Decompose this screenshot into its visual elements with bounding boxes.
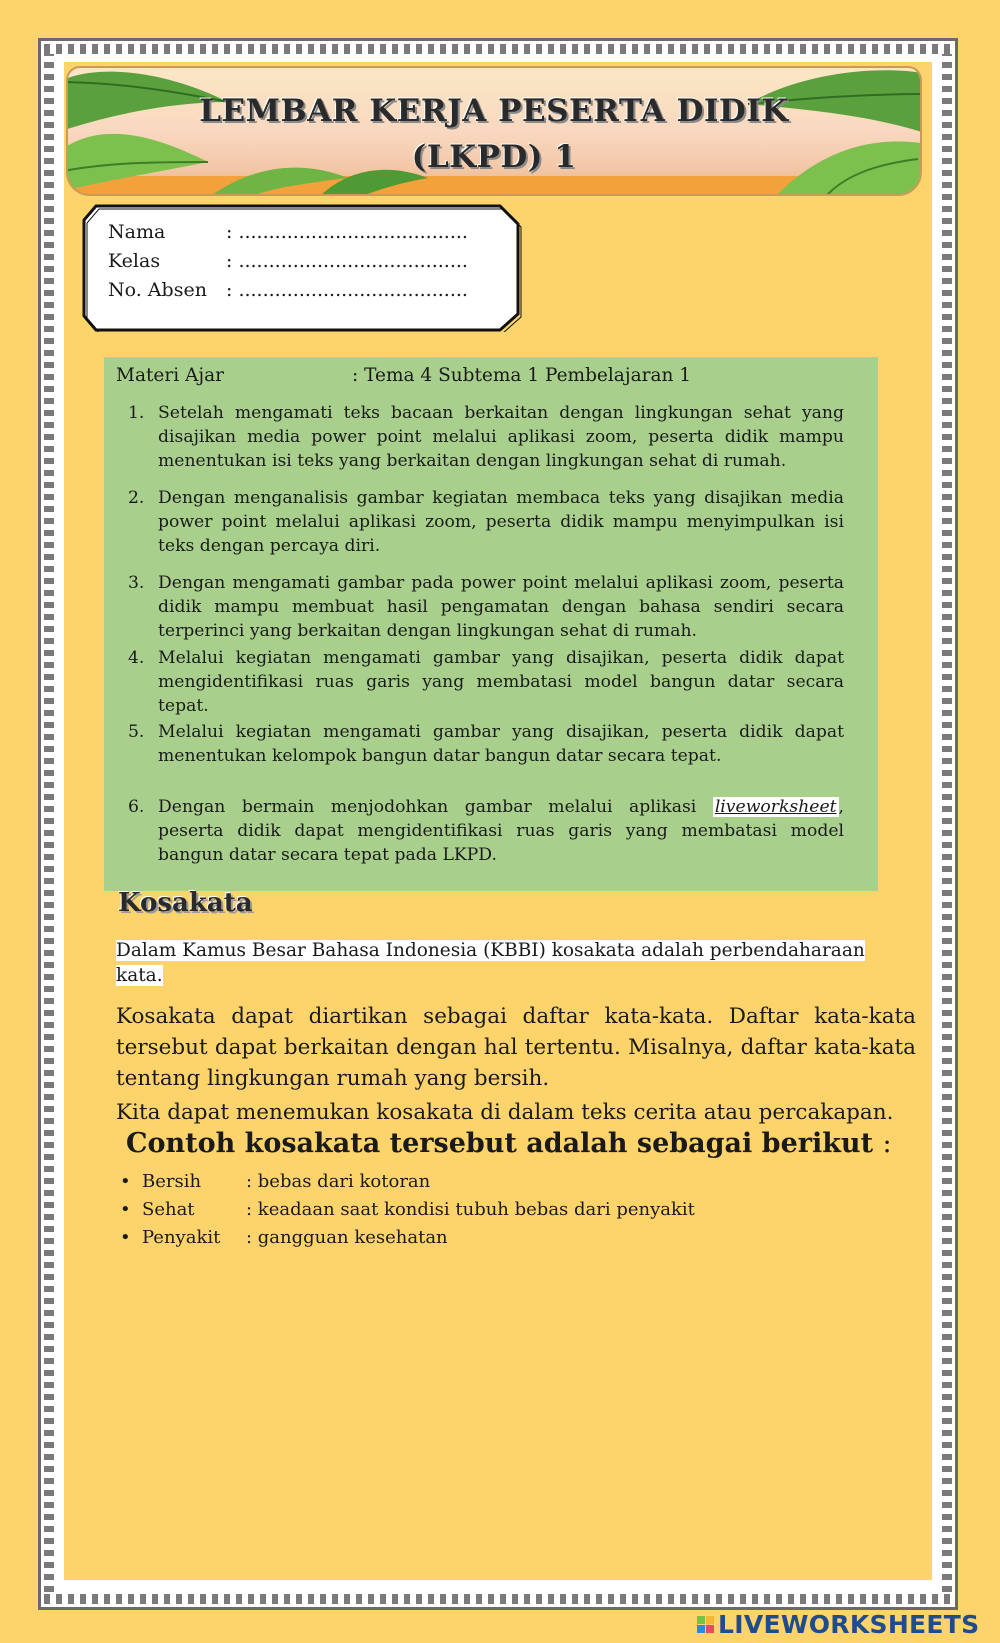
- header-banner: [66, 66, 922, 196]
- list-item: [118, 1196, 695, 1224]
- kbbi-text: Dalam Kamus Besar Bahasa Indonesia (KBBI) kosakata adalah perbendaharaan kata.: [116, 940, 865, 986]
- objective-item: [128, 720, 844, 768]
- objective-item: [128, 795, 844, 867]
- objective-number: 5.: [128, 722, 145, 742]
- vocab-term: Bersih: [142, 1171, 202, 1192]
- objective-text: Melalui kegiatan mengamati gambar yang disajikan, peserta didik dapat mengidentifikasi ruas garis yang membatasi model bangun datar secara tepat.: [158, 648, 844, 716]
- objective-text: Melalui kegiatan mengamati gambar yang disajikan, peserta didik dapat menentukan kelompok bangun datar bangun datar secara tepat.: [158, 722, 844, 766]
- learning-objectives-box: [104, 357, 878, 891]
- objective-text: Dengan mengamati gambar pada power point melalui aplikasi zoom, peserta didik mampu membuat hasil pengamatan dengan bahasa sendiri secara terperinci yang berkaitan dengan lingkungan sehat di rumah.: [158, 573, 844, 641]
- nama-label: Nama: [108, 221, 166, 243]
- contoh-heading: [126, 1128, 892, 1159]
- objective-number: 3.: [128, 573, 145, 593]
- objective-text-after: , peserta didik dapat mengidentifikasi ruas garis yang membatasi model bangun datar secara tepat pada LKPD.: [158, 797, 844, 865]
- absen-label: No. Absen: [108, 279, 207, 301]
- materi-ajar-row: [116, 365, 692, 386]
- objective-number: 1.: [128, 403, 145, 423]
- student-identity-box: [82, 204, 538, 332]
- liveworksheets-logo[interactable]: [697, 1610, 979, 1638]
- contoh-heading-text: Contoh kosakata tersebut adalah sebagai berikut: [126, 1128, 874, 1159]
- kelas-label: Kelas: [108, 250, 161, 272]
- vocab-definition: : bebas dari kotoran: [246, 1171, 431, 1192]
- materi-label: Materi Ajar: [116, 365, 224, 386]
- vocab-definition: : keadaan saat kondisi tubuh bebas dari penyakit: [246, 1199, 695, 1220]
- vocab-term: Sehat: [142, 1199, 195, 1220]
- vocab-term: Penyakit: [142, 1227, 221, 1248]
- kosakata-paragraph: Kosakata dapat diartikan sebagai daftar kata-kata. Daftar kata-kata tersebut dapat berkaitan dengan hal tertentu. Misalnya, daftar kata-kata tentang lingkungan rumah yang bersih.: [116, 1004, 916, 1091]
- identity-row-nama[interactable]: [108, 218, 468, 246]
- title-line-2: (LKPD) 1: [411, 139, 577, 175]
- kbbi-definition: [116, 938, 892, 988]
- objective-number: 2.: [128, 488, 145, 508]
- materi-value: : Tema 4 Subtema 1 Pembelajaran 1: [352, 365, 692, 386]
- title-line-1: LEMBAR KERJA PESERTA DIDIK: [199, 93, 789, 129]
- list-item: [118, 1168, 695, 1196]
- logo-text: LIVEWORKSHEETS: [718, 1609, 980, 1639]
- liveworksheet-link[interactable]: liveworksheet: [714, 797, 837, 817]
- identity-row-kelas[interactable]: [108, 247, 468, 275]
- objective-item: [128, 646, 844, 718]
- absen-field[interactable]: : ......................................: [226, 279, 468, 301]
- objective-number: 6.: [128, 797, 145, 817]
- objective-item: [128, 486, 844, 558]
- list-item: [118, 1224, 695, 1252]
- nama-field[interactable]: : ......................................: [226, 221, 468, 243]
- vocab-definition: : gangguan kesehatan: [246, 1227, 448, 1248]
- kosakata-paragraph-2: Kita dapat menemukan kosakata di dalam teks cerita atau percakapan.: [116, 1100, 894, 1125]
- kelas-field[interactable]: : ......................................: [226, 250, 468, 272]
- vocabulary-list: [118, 1168, 695, 1252]
- objective-text-before: Dengan bermain menjodohkan gambar melalui aplikasi: [158, 797, 697, 817]
- objective-text: Dengan menganalisis gambar kegiatan membaca teks yang disajikan media power point melalui aplikasi zoom, peserta didik mampu menyimpulkan isi teks dengan percaya diri.: [158, 488, 844, 556]
- objective-text: Setelah mengamati teks bacaan berkaitan dengan lingkungan sehat yang disajikan media power point melalui aplikasi zoom, peserta didik mampu menentukan isi teks yang berkaitan dengan lingkungan sehat di rumah.: [158, 403, 844, 471]
- liveworksheets-logo-icon: [697, 1616, 714, 1633]
- identity-row-absen[interactable]: [108, 276, 468, 304]
- contoh-colon: :: [882, 1128, 892, 1159]
- objective-number: 4.: [128, 648, 145, 668]
- page-title: [68, 88, 920, 180]
- kosakata-heading: Kosakata: [118, 888, 253, 918]
- objective-item: [128, 571, 844, 643]
- objective-item: [128, 401, 844, 473]
